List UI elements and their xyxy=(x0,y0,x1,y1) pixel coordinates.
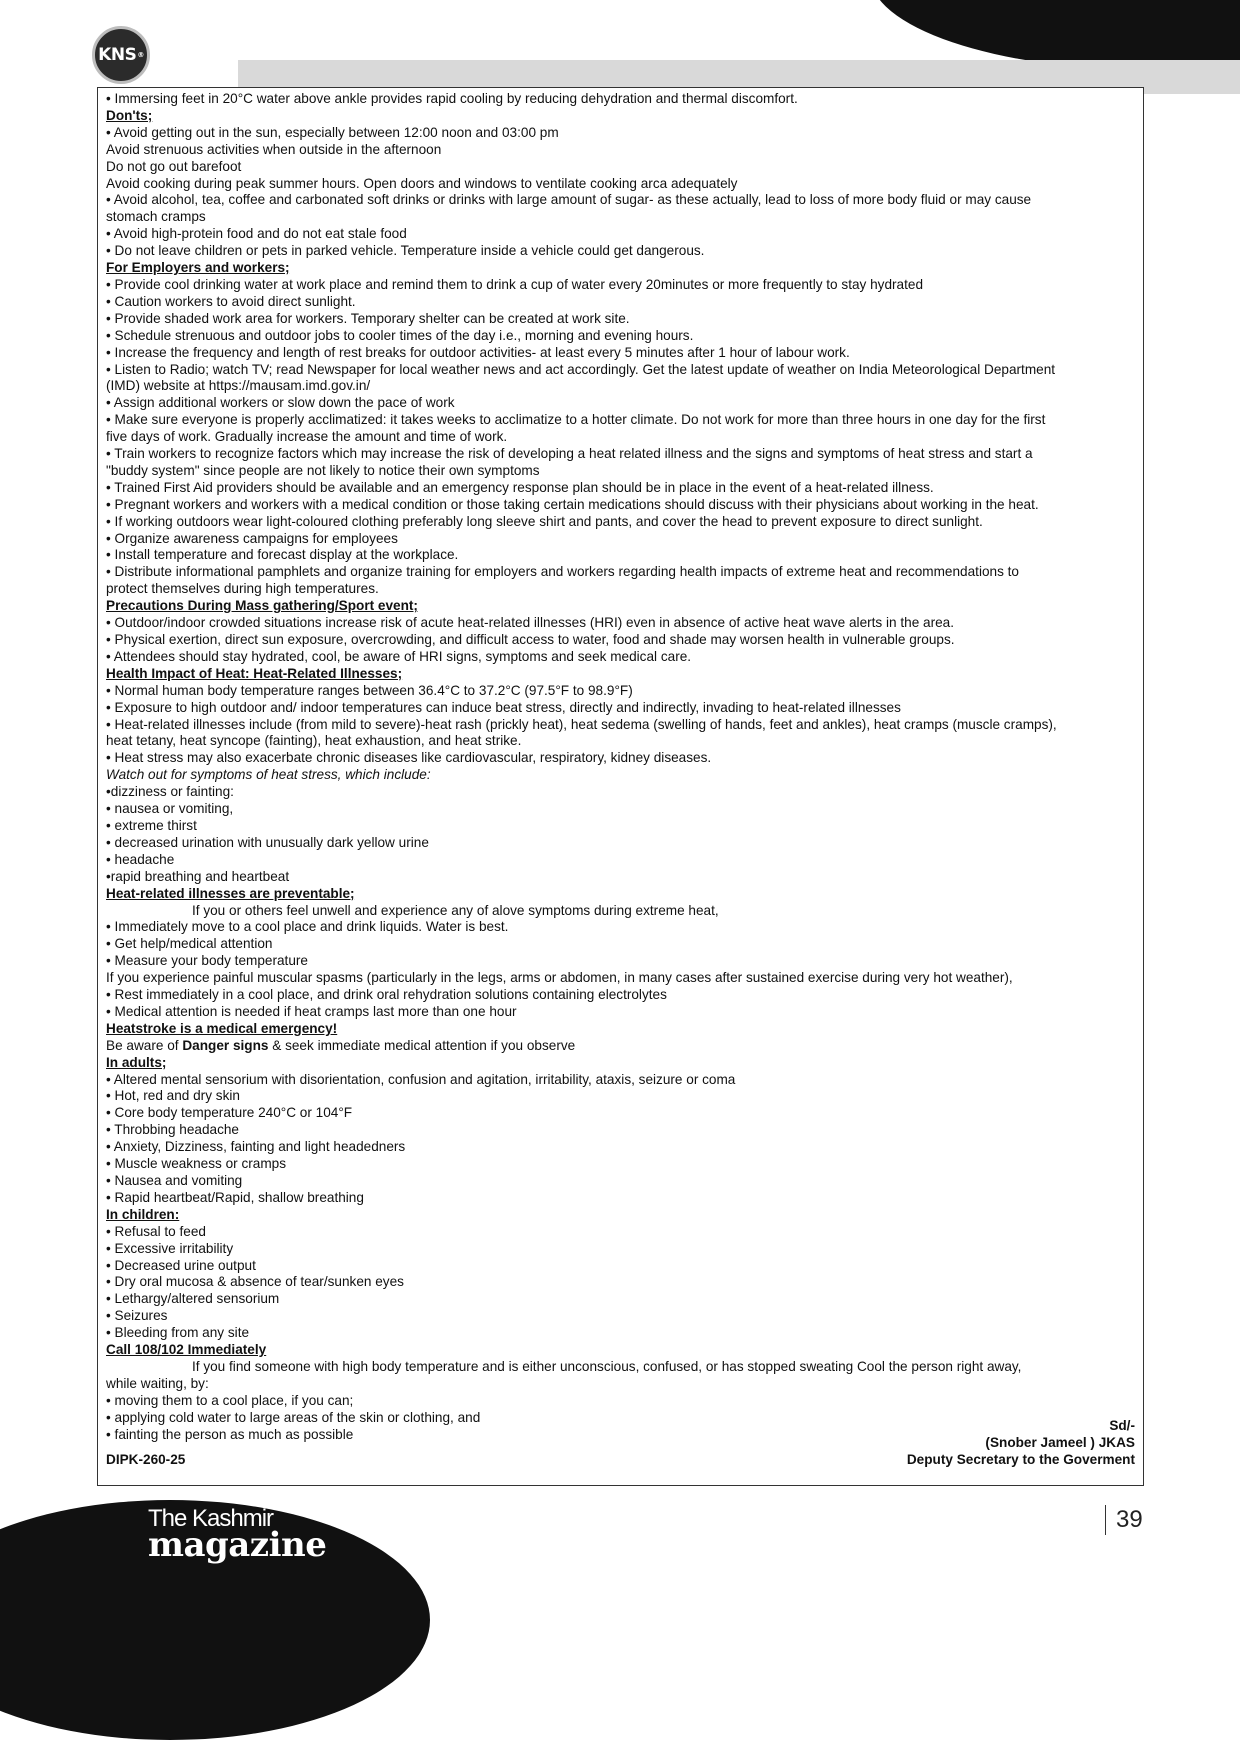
section-heading: Heat-related illnesses are preventable; xyxy=(106,885,355,901)
text-line: •rapid breathing and heartbeat xyxy=(106,868,290,884)
text-segment: & seek immediate medical attention if you observe xyxy=(268,1037,576,1053)
text-line: • Medical attention is needed if heat cramps last more than one hour xyxy=(106,1003,517,1019)
text-line: • Provide cool drinking water at work place and remind them to drink a cup of water every 20minutes or more frequently to stay hydrated xyxy=(106,276,924,292)
section-heading: In adults; xyxy=(106,1054,167,1070)
text-line: • Physical exertion, direct sun exposure, overcrowding, and difficult access to water, food and shade may worsen health in vulnerable groups. xyxy=(106,632,955,647)
magazine-logo xyxy=(148,1505,326,1565)
text-line: • Get help/medical attention xyxy=(106,936,273,952)
text-line: • fainting the person as much as possible xyxy=(106,1426,354,1442)
text-segment: Be aware of xyxy=(106,1037,183,1053)
text-line: heat tetany, heat syncope (fainting), heat exhaustion, and heat strike. xyxy=(106,733,522,749)
text-line: • If working outdoors wear light-coloured clothing preferably long sleeve shirt and pants, and cover the head to prevent exposure to direct sunlight. xyxy=(106,513,983,529)
text-line: • Organize awareness campaigns for employees xyxy=(106,530,398,546)
magazine-logo-line1: The Kashmir xyxy=(148,1505,274,1532)
section-heading: Don'ts; xyxy=(106,107,153,123)
text-line: • decreased urination with unusually dark yellow urine xyxy=(106,834,429,850)
text-line: • Schedule strenuous and outdoor jobs to cooler times of the day i.e., morning and evening hours. xyxy=(106,327,694,343)
text-line: • Exposure to high outdoor and/ indoor temperatures can induce beat stress, directly and indirectly, invading to heat-related illnesses xyxy=(106,699,901,715)
text-line: • Heat stress may also exacerbate chronic diseases like cardiovascular, respiratory, kidney diseases. xyxy=(106,750,712,766)
text-line: • Provide shaded work area for workers. Temporary shelter can be created at work site. xyxy=(106,310,630,326)
text-line: If you or others feel unwell and experience any of alove symptoms during extreme heat, xyxy=(192,902,719,918)
text-line: • Muscle weakness or cramps xyxy=(106,1156,287,1172)
text-line: Avoid cooking during peak summer hours. Open doors and windows to ventilate cooking arca adequately xyxy=(106,175,738,191)
page-number: 39 xyxy=(1105,1505,1143,1535)
text-line: (IMD) website at https://mausam.imd.gov.in/ xyxy=(106,378,371,394)
section-heading: Call 108/102 Immediately xyxy=(106,1342,267,1358)
text-line: • Hot, red and dry skin xyxy=(106,1088,240,1104)
text-line: • Core body temperature 240°C or 104°F xyxy=(106,1105,353,1121)
text-line: • Heat-related illnesses include (from mild to severe)-heat rash (prickly heat), heat sedema (swelling of hands, feet and ankles), heat cramps (muscle cramps), xyxy=(106,716,1057,732)
text-line: • Do not leave children or pets in parked vehicle. Temperature inside a vehicle could get dangerous. xyxy=(106,243,705,259)
text-line: • nausea or vomiting, xyxy=(106,801,234,817)
text-line: protect themselves during high temperatures. xyxy=(106,581,379,597)
text-line: • Normal human body temperature ranges between 36.4°C to 37.2°C (97.5°F to 98.9°F) xyxy=(106,682,633,698)
text-line: If you experience painful muscular spasms (particularly in the legs, arms or abdomen, in many cases after sustained exercise during very hot weather), xyxy=(106,970,1013,986)
registered-mark: ® xyxy=(137,51,144,59)
text-line: • Assign additional workers or slow down the pace of work xyxy=(106,395,455,411)
text-line: • Avoid alcohol, tea, coffee and carbonated soft drinks or drinks with large amount of sugar- as these actually, lead to loss of more body fluid or may cause xyxy=(106,192,1032,208)
signatory-name: (Snober Jameel ) JKAS xyxy=(985,1434,1135,1450)
section-heading: Health Impact of Heat: Heat-Related Illnesses; xyxy=(106,665,403,681)
text-line: Watch out for symptoms of heat stress, which include: xyxy=(106,767,431,783)
signature-block xyxy=(907,1418,1135,1469)
section-heading: Heatstroke is a medical emergency! xyxy=(106,1020,338,1036)
text-line: five days of work. Gradually increase the amount and time of work. xyxy=(106,429,508,445)
text-line: • Measure your body temperature xyxy=(106,953,308,969)
text-line: • Rest immediately in a cool place, and drink oral rehydration solutions containing electrolytes xyxy=(106,987,667,1003)
text-line: • Avoid high-protein food and do not eat stale food xyxy=(106,226,407,242)
text-line: •dizziness or fainting: xyxy=(106,784,234,800)
text-line: • Throbbing headache xyxy=(106,1122,239,1138)
text-line: • Decreased urine output xyxy=(106,1257,256,1273)
text-line: "buddy system" since people are not likely to notice their own symptoms xyxy=(106,462,540,478)
text-line: • Lethargy/altered sensorium xyxy=(106,1291,280,1307)
text-line: • Caution workers to avoid direct sunlight. xyxy=(106,293,356,309)
section-heading: In children: xyxy=(106,1206,180,1222)
logo-text: KNS xyxy=(98,45,137,65)
text-line: • Pregnant workers and workers with a medical condition or those taking certain medications should discuss with their physicians about working in the heat. xyxy=(106,496,1039,512)
text-line: • Rapid heartbeat/Rapid, shallow breathing xyxy=(106,1189,364,1205)
text-line: • applying cold water to large areas of the skin or clothing, and xyxy=(106,1409,481,1425)
document-frame xyxy=(97,87,1144,1486)
section-heading: For Employers and workers; xyxy=(106,260,290,276)
text-line: • moving them to a cool place, if you can; xyxy=(106,1392,354,1408)
text-line: • extreme thirst xyxy=(106,817,197,833)
text-line: • Excessive irritability xyxy=(106,1240,234,1256)
text-line: • Listen to Radio; watch TV; read Newspaper for local weather news and act accordingly. Get the latest update of weather on India Meteorological Department xyxy=(106,361,1056,377)
text-line: stomach cramps xyxy=(106,209,206,225)
text-line: • Immersing feet in 20°C water above ankle provides rapid cooling by reducing dehydration and thermal discomfort. xyxy=(106,91,798,106)
kns-logo xyxy=(92,26,150,84)
text-line: while waiting, by: xyxy=(106,1375,209,1391)
magazine-logo-line2: magazine xyxy=(148,1525,327,1565)
text-line: • Nausea and vomiting xyxy=(106,1173,243,1188)
text-line: • headache xyxy=(106,851,175,867)
text-line: • Avoid getting out in the sun, especially between 12:00 noon and 03:00 pm xyxy=(106,124,559,140)
text-line xyxy=(106,1038,1136,1055)
text-line: • Install temperature and forecast display at the workplace. xyxy=(106,547,459,563)
text-line: • Refusal to feed xyxy=(106,1223,206,1239)
text-line: • Attendees should stay hydrated, cool, be aware of HRI signs, symptoms and seek medical care. xyxy=(106,648,692,664)
text-line: • Altered mental sensorium with disorientation, confusion and agitation, irritability, ataxis, seizure or coma xyxy=(106,1071,736,1087)
section-heading: Precautions During Mass gathering/Sport event; xyxy=(106,598,418,614)
text-line: • Train workers to recognize factors which may increase the risk of developing a heat related illness and the signs and symptoms of heat stress and start a xyxy=(106,446,1033,462)
text-line: • Dry oral mucosa & absence of tear/sunken eyes xyxy=(106,1274,404,1290)
text-line: If you find someone with high body temperature and is either unconscious, confused, or has stopped sweating Cool the person right away, xyxy=(192,1358,1022,1374)
text-line: • Increase the frequency and length of rest breaks for outdoor activities- at least every 5 minutes after 1 hour of labour work. xyxy=(106,344,850,360)
emphasis-text: Danger signs xyxy=(182,1037,269,1053)
signatory-designation: Deputy Secretary to the Goverment xyxy=(906,1451,1135,1467)
text-line: • Seizures xyxy=(106,1308,168,1324)
text-line: Do not go out barefoot xyxy=(106,158,242,174)
document-body xyxy=(106,91,1136,1444)
document-reference: DIPK-260-25 xyxy=(106,1452,186,1467)
text-line: • Trained First Aid providers should be available and an emergency response plan should be in place in the event of a heat-related illness. xyxy=(106,479,934,495)
text-line: • Bleeding from any site xyxy=(106,1325,250,1341)
text-line: • Distribute informational pamphlets and organize training for employers and workers regarding health impacts of extreme heat and recommendations to xyxy=(106,564,1019,580)
signature-sd: Sd/- xyxy=(1109,1418,1135,1433)
text-line: • Immediately move to a cool place and drink liquids. Water is best. xyxy=(106,919,509,935)
text-line: • Make sure everyone is properly acclimatized: it takes weeks to acclimatize to a hotter climate. Do not work for more than three hours in one day for the first xyxy=(106,412,1046,428)
text-line: • Anxiety, Dizziness, fainting and light headedners xyxy=(106,1139,406,1155)
text-line: • Outdoor/indoor crowded situations increase risk of acute heat-related illnesses (HRI) even in absence of active heat wave alerts in the area. xyxy=(106,615,955,631)
text-line: Avoid strenuous activities when outside in the afternoon xyxy=(106,141,442,157)
